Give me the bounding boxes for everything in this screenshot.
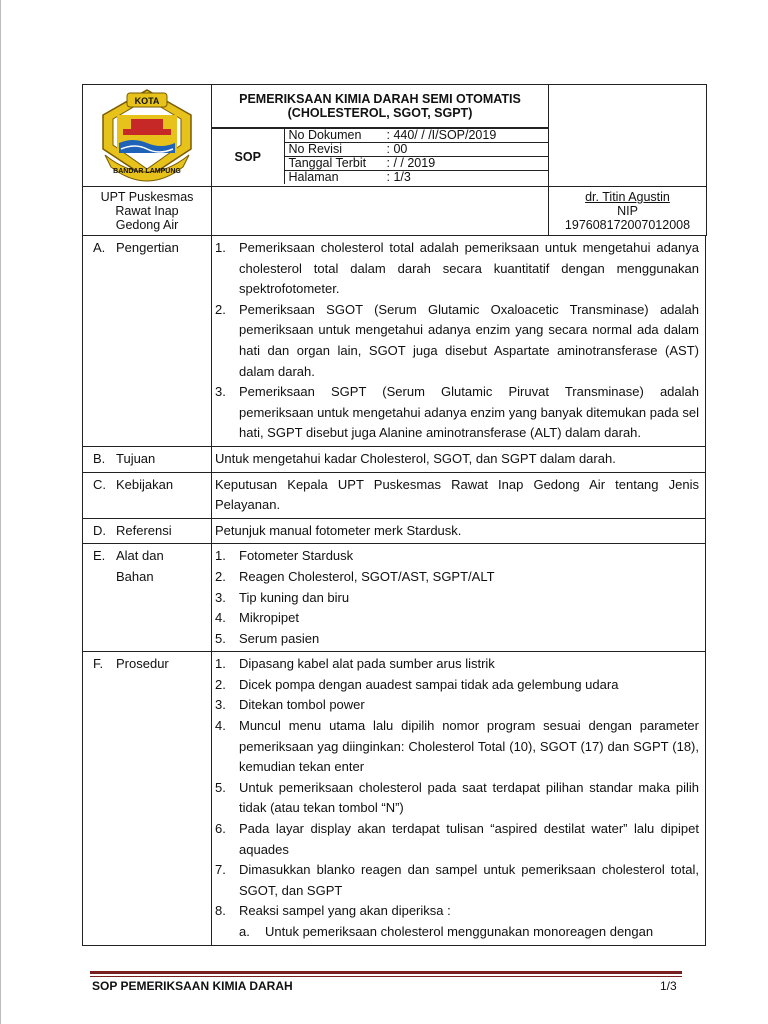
alat-list [215, 546, 699, 649]
city-logo [83, 85, 212, 183]
org-line-2: Rawat Inap [115, 204, 179, 218]
issue-date-label: Tanggal Terbit [288, 156, 367, 171]
section-label [83, 446, 212, 472]
sub-list-item [239, 922, 699, 943]
item-number: 5. [215, 630, 226, 646]
organization-cell [83, 187, 212, 236]
item-number: 1. [215, 656, 226, 672]
list-item [215, 567, 699, 588]
doc-info-row [284, 129, 548, 143]
item-number: 2. [215, 568, 226, 584]
org-line-3: Gedong Air [115, 218, 179, 232]
item-text: Pemeriksaan SGOT (Serum Glutamic Oxaloacetic Transminase) adalah pemeriksaan untuk mengetahui adanya enzim yang secara normal ada dalam hati dan organ lain, SGOT juga disebut Aspartate aminotransferase (AST) dalam darah. [239, 301, 699, 379]
list-item [215, 675, 699, 696]
section-tujuan [83, 446, 706, 472]
logo-cell [83, 85, 212, 187]
section-title: Kebijakan [116, 476, 174, 492]
section-title: Pengertian [116, 240, 179, 255]
section-text: Untuk mengetahui kadar Cholesterol, SGOT, dan SGPT dalam darah. [212, 446, 706, 472]
list-item [215, 608, 699, 629]
section-prosedur [83, 652, 706, 945]
list-item [215, 860, 699, 901]
logo-text-top: KOTA [134, 96, 160, 106]
item-text: Mikropipet [239, 610, 299, 626]
logo-text-bottom: BANDAR LAMPUNG [113, 168, 181, 175]
footer-title: SOP PEMERIKSAAN KIMIA DARAH [92, 979, 293, 993]
header-blank-cell [549, 85, 707, 187]
item-number: 8. [215, 903, 226, 919]
section-title: Tujuan [116, 450, 156, 466]
item-number: 2. [215, 676, 226, 692]
item-text: Pemeriksaan cholesterol total adalah pemeriksaan untuk mengetahui adanya cholesterol total dalam darah secara kuantitatif dengan menggunakan spektrofotometer. [239, 240, 699, 297]
doc-info-row [284, 143, 548, 157]
doc-info-table [212, 128, 548, 184]
list-item [215, 546, 699, 567]
section-referensi [83, 518, 706, 544]
list-item [215, 382, 699, 444]
section-title: Referensi [116, 522, 172, 538]
sop-document [82, 84, 706, 946]
item-number: 3. [215, 697, 226, 713]
item-text: Reaksi sampel yang akan diperiksa : [239, 903, 451, 919]
item-text: Fotometer Stardusk [239, 548, 354, 564]
list-item [215, 716, 699, 778]
list-item [215, 300, 699, 382]
section-text: Keputusan Kepala UPT Puskesmas Rawat Inap Gedong Air tentang Jenis Pelayanan. [212, 472, 706, 518]
section-label [83, 544, 212, 652]
prosedur-list [215, 654, 699, 942]
section-title: Prosedur [116, 656, 169, 672]
section-kebijakan [83, 472, 706, 518]
item-text: Pemeriksaan SGPT (Serum Glutamic Piruvat Transminase) adalah pemeriksaan untuk mengetahui adanya enzim yang banyak ditemukan pada sel hati, SGPT disebut juga Alanine aminotransferase (ALT) dalam darah. [239, 384, 699, 441]
item-text: Muncul menu utama lalu dipilih nomor program sesuai dengan parameter pemeriksaan yag diinginkan: Cholesterol Total (10), SGOT (17) dan SGPT (18), kemudian tekan enter [239, 718, 699, 775]
section-content [212, 652, 706, 945]
item-number: 6. [215, 821, 226, 837]
section-letter: E. [93, 548, 106, 564]
item-text: Dimasukkan blanko reagen dan sampel untuk pemeriksaan cholesterol total, SGOT, dan SGPT [239, 862, 699, 898]
footer-page-number: 1/3 [660, 979, 677, 993]
footer-rule-thin [90, 976, 682, 977]
item-number: 3. [215, 589, 226, 605]
item-text: Pada layar display akan terdapat tulisan “aspired destilat water” lalu dipipet aquades [239, 821, 699, 857]
section-letter: F. [93, 656, 104, 672]
doc-info-cell [212, 128, 549, 187]
signer-name: dr. Titin Agustin [585, 190, 670, 204]
section-letter: C. [93, 476, 106, 492]
section-label [83, 518, 212, 544]
item-number: 1. [215, 240, 226, 255]
org-line-1: UPT Puskesmas [100, 190, 194, 204]
list-item [215, 238, 699, 300]
list-item [215, 819, 699, 860]
doc-info-row [284, 157, 548, 171]
section-text: Petunjuk manual fotometer merk Stardusk. [212, 518, 706, 544]
sop-body-table [82, 236, 706, 946]
item-number: 4. [215, 718, 226, 734]
item-text: Untuk pemeriksaan cholesterol pada saat terdapat pilihan standar maka pilih tidak (atau tekan tombol “N”) [239, 779, 699, 816]
item-text: Ditekan tombol power [239, 697, 365, 713]
section-label [83, 472, 212, 518]
issue-date-value: : / / 2019 [386, 156, 436, 171]
sop-label: SOP [212, 129, 284, 185]
item-text: Tip kuning dan biru [239, 589, 350, 605]
header-middle-blank [212, 187, 549, 236]
section-content [212, 236, 706, 446]
item-number: 4. [215, 610, 226, 626]
signer-nip-label: NIP [617, 204, 638, 218]
section-alat-bahan [83, 544, 706, 652]
page-edge [0, 0, 1, 1024]
section-label [83, 652, 212, 945]
signer-nip: 197608172007012008 [564, 218, 691, 232]
title-line-2: (CHOLESTEROL, SGOT, SGPT) [287, 106, 473, 120]
section-title: Alat dan [116, 548, 164, 564]
doc-number-value: : 440/ / /I/SOP/2019 [386, 128, 497, 143]
sub-item-text: Untuk pemeriksaan cholesterol menggunakan monoreagen dengan [265, 924, 654, 939]
footer-rule-thick [90, 971, 682, 974]
item-number: 1. [215, 548, 226, 564]
section-label [83, 236, 212, 446]
pengertian-list [215, 238, 699, 444]
sop-header-table [82, 84, 707, 236]
doc-number-label: No Dokumen [288, 128, 362, 143]
section-content [212, 544, 706, 652]
list-item [215, 695, 699, 716]
title-line-1: PEMERIKSAAN KIMIA DARAH SEMI OTOMATIS [239, 92, 521, 106]
sub-item-marker: a. [239, 924, 250, 939]
item-number: 7. [215, 862, 226, 878]
section-letter: D. [93, 522, 106, 538]
item-text: Dipasang kabel alat pada sumber arus listrik [239, 656, 495, 672]
section-letter: A. [93, 240, 106, 255]
section-pengertian [83, 236, 706, 446]
document-title [212, 85, 549, 128]
list-item [215, 654, 699, 675]
item-text: Serum pasien [239, 630, 320, 646]
list-item [215, 629, 699, 650]
section-letter: B. [93, 450, 106, 466]
signer-cell [549, 187, 707, 236]
list-item [215, 901, 699, 942]
item-number: 5. [215, 779, 226, 795]
section-title-line-2: Bahan [116, 568, 154, 584]
list-item [215, 778, 699, 819]
item-text: Dicek pompa dengan auadest sampai tidak ada gelembung udara [239, 676, 619, 692]
revision-value: : 00 [386, 142, 408, 157]
list-item [215, 588, 699, 609]
item-number: 3. [215, 384, 226, 400]
doc-info-row [284, 171, 548, 185]
item-number: 2. [215, 301, 226, 317]
item-text: Reagen Cholesterol, SGOT/AST, SGPT/ALT [239, 568, 495, 584]
page-label: Halaman [288, 170, 339, 185]
revision-label: No Revisi [288, 142, 342, 157]
page-value: : 1/3 [386, 170, 411, 185]
